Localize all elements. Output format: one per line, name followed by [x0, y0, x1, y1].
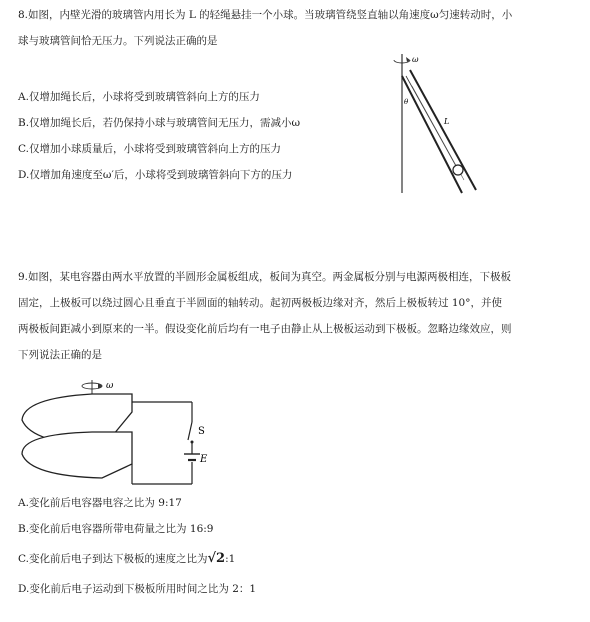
q9-capacitor-figure	[14, 372, 214, 492]
q8-tube-figure	[382, 48, 482, 198]
q9-stem-line-3: 两极板间距减小到原来的一半。假设变化前后均有一电子由静止从上极板运动到下极板。忽略边缘效应，则	[18, 323, 512, 335]
q8-omega-label: ω	[412, 55, 419, 64]
q9-battery-label: E	[200, 454, 208, 465]
q9-switch-label: S	[198, 426, 205, 437]
q9-option-c-sqrt: √2	[207, 551, 226, 566]
q9-option-c-text: C.变化前后电子到达下极板的速度之比为	[18, 553, 208, 565]
q9-option-d: D.变化前后电子运动到下极板所用时间之比为 2：1	[18, 583, 257, 595]
q8-option-a: A.仅增加绳长后，小球将受到玻璃管斜向上方的压力	[18, 91, 260, 103]
q9-stem-line-4: 下列说法正确的是	[18, 349, 102, 361]
q9-option-b: B.变化前后电容器所带电荷量之比为 16:9	[18, 523, 214, 535]
q8-option-b: B.仅增加绳长后，若仍保持小球与玻璃管间无压力，需减小ω	[18, 117, 301, 129]
q8-stem-line-2: 球与玻璃管间恰无压力。下列说法正确的是	[18, 35, 218, 47]
q8-stem-line-1: 8.如图，内壁光滑的玻璃管内用长为 L 的轻绳悬挂一个小球。当玻璃管绕竖直轴以角速度ω匀速转动时，小	[18, 9, 513, 21]
q8-option-c: C.仅增加小球质量后，小球将受到玻璃管斜向上方的压力	[18, 143, 281, 155]
q9-option-c	[18, 552, 235, 566]
q9-option-a: A.变化前后电容器电容之比为 9:17	[18, 497, 182, 509]
q9-stem-line-1: 9.如图，某电容器由两水平放置的半圆形金属板组成，板间为真空。两金属板分别与电源两极相连，下极板	[18, 271, 512, 283]
q9-stem-line-2: 固定，上极板可以绕过圆心且垂直于半圆面的轴转动。起初两极板边缘对齐，然后上极板转过 10°，并使	[18, 297, 502, 309]
q9-omega-label: ω	[106, 381, 114, 391]
q8-length-label: L	[444, 117, 450, 126]
q8-theta-label: θ	[404, 98, 409, 106]
q9-option-c-ratio: :1	[225, 553, 236, 565]
q8-option-d: D.仅增加角速度至ω′后，小球将受到玻璃管斜向下方的压力	[18, 169, 293, 181]
